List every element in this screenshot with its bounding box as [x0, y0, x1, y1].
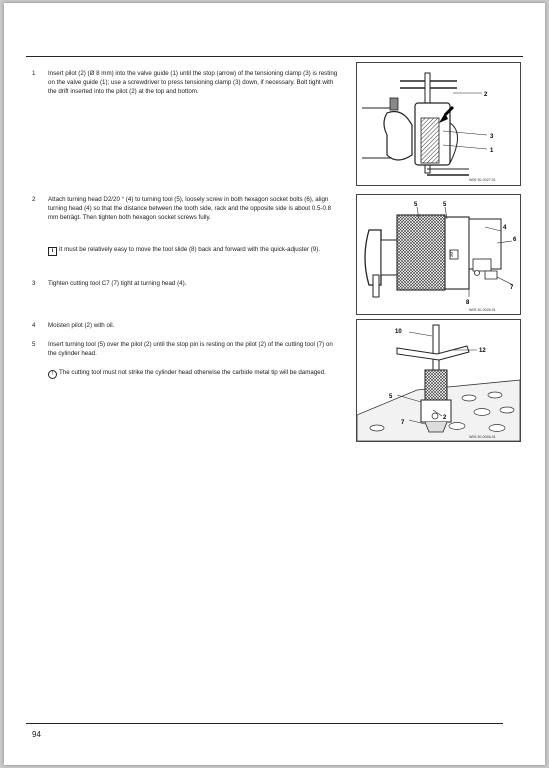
- step-note: [48, 245, 338, 256]
- turning-tool-drawing: [357, 320, 520, 441]
- figure-label: 7: [510, 285, 514, 291]
- step-warning-text: The cutting tool must not strike the cylinder head otherwise the carbide metal tip will be damaged.: [59, 369, 326, 376]
- step-number: 3: [32, 280, 36, 287]
- figure-label: 5: [389, 394, 393, 400]
- step-5: [32, 340, 352, 400]
- step-number: 2: [32, 196, 36, 203]
- step-number: 1: [32, 70, 36, 77]
- step-1: [32, 69, 352, 119]
- top-rule: [26, 56, 523, 57]
- step-2: [32, 195, 352, 277]
- turning-head-drawing: [357, 195, 520, 314]
- figure-label: 3: [490, 134, 494, 140]
- page-number: 94: [32, 730, 41, 739]
- figure-label: 5: [414, 202, 418, 208]
- pilot-insertion-drawing: [357, 63, 520, 185]
- figure-label: 2: [484, 92, 488, 98]
- figure-label: 7: [401, 420, 405, 426]
- figure-label: 5: [443, 202, 447, 208]
- step-number: 4: [32, 322, 36, 329]
- figure-label: 4: [503, 225, 507, 231]
- figure-label: 12: [479, 348, 486, 354]
- figure-label: 20°: [449, 250, 454, 257]
- figure-code: W05 30-0046-01: [469, 435, 496, 439]
- figure-label: 6: [513, 237, 517, 243]
- bottom-rule: [26, 723, 503, 724]
- figure-label: 1: [490, 148, 494, 154]
- step-text: Moisten pilot (2) with oil.: [48, 322, 115, 329]
- info-icon: i: [48, 247, 57, 256]
- figure-pilot-insertion: [356, 62, 521, 186]
- step-number: 5: [32, 341, 36, 348]
- step-warning: [48, 368, 338, 379]
- step-4: [32, 321, 352, 333]
- figure-code: W05 30-0026-01: [469, 308, 496, 312]
- step-note-text: It must be relatively easy to move the tool slide (8) back and forward with the quick-adjuster (9).: [59, 246, 321, 253]
- warning-icon: !: [48, 370, 57, 379]
- step-text: Insert turning tool (5) over the pilot (2) until the stop pin is resting on the pilot (2) of the cutting tool (7) on the cylinder head.: [48, 341, 333, 357]
- step-text: Insert pilot (2) (Ø 8 mm) into the valve guide (1) until the stop (arrow) of the tensioning clamp (3) is resting on the valve guide (1); use a screwdriver to press tensioning clamp (3) down, if necessary. Bolt tight with the drift inserted into the pilot (2) at the top and bottom.: [48, 70, 338, 95]
- step-3: [32, 279, 352, 291]
- step-text: Attach turning head D2/20 ° (4) to turning tool (5), loosely screw in both hexagon socket bolts (6), align turning head (4) so that the distance between the tooth side, rack and the opposite side is about 0.5-0.8 mm beträgt. Then tighten both hexagon socket screws fully.: [48, 196, 332, 221]
- figure-label: 2: [443, 415, 447, 421]
- figure-label: 8: [466, 300, 470, 306]
- manual-page: [4, 3, 545, 765]
- figure-label: 10: [395, 329, 402, 335]
- figure-code: W05 30-0027-01: [469, 178, 496, 182]
- figure-turning-head: [356, 194, 521, 315]
- step-text: Tighten cutting tool C7 (7) tight at turning head (4).: [48, 280, 187, 287]
- figure-turning-tool-mounted: [356, 319, 521, 442]
